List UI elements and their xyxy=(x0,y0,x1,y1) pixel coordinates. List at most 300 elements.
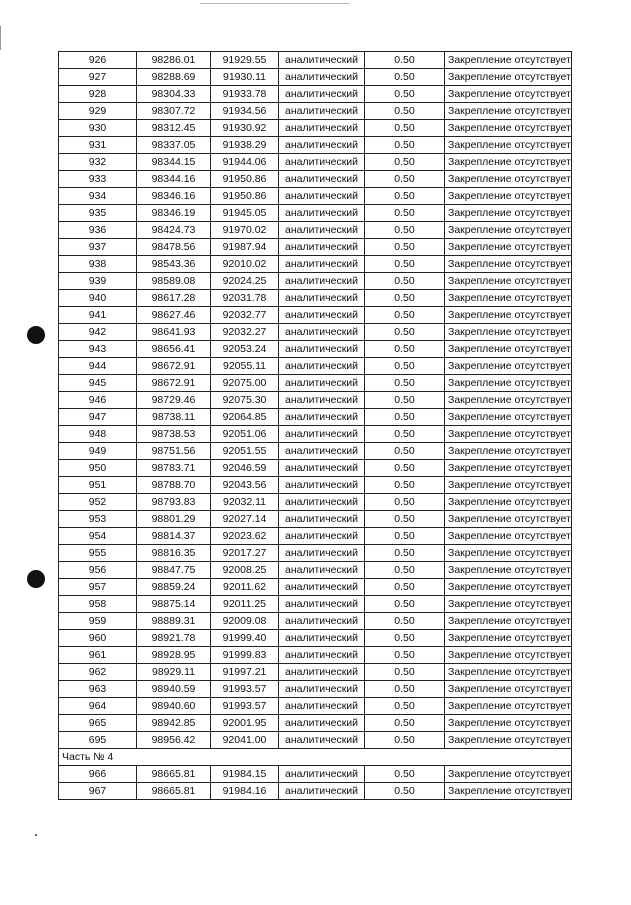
table-row xyxy=(59,426,572,443)
status-cell: Закрепление отсутствует xyxy=(445,239,572,256)
x-coordinate: 98940.60 xyxy=(137,698,211,715)
x-coordinate: 98729.46 xyxy=(137,392,211,409)
accuracy-cell: 0.50 xyxy=(365,409,445,426)
status-cell: Закрепление отсутствует xyxy=(445,562,572,579)
status-cell: Закрепление отсутствует xyxy=(445,426,572,443)
point-number: 940 xyxy=(59,290,137,307)
accuracy-cell: 0.50 xyxy=(365,171,445,188)
status-cell: Закрепление отсутствует xyxy=(445,205,572,222)
y-coordinate: 92064.85 xyxy=(211,409,279,426)
status-cell: Закрепление отсутствует xyxy=(445,307,572,324)
table-row xyxy=(59,409,572,426)
y-coordinate: 91987.94 xyxy=(211,239,279,256)
accuracy-cell: 0.50 xyxy=(365,698,445,715)
method-cell: аналитический xyxy=(279,188,365,205)
status-cell: Закрепление отсутствует xyxy=(445,630,572,647)
table-row xyxy=(59,783,572,800)
point-number: 945 xyxy=(59,375,137,392)
x-coordinate: 98928.95 xyxy=(137,647,211,664)
method-cell: аналитический xyxy=(279,52,365,69)
method-cell: аналитический xyxy=(279,477,365,494)
method-cell: аналитический xyxy=(279,69,365,86)
point-number: 958 xyxy=(59,596,137,613)
accuracy-cell: 0.50 xyxy=(365,477,445,494)
accuracy-cell: 0.50 xyxy=(365,545,445,562)
method-cell: аналитический xyxy=(279,86,365,103)
accuracy-cell: 0.50 xyxy=(365,494,445,511)
x-coordinate: 98738.53 xyxy=(137,426,211,443)
point-number: 932 xyxy=(59,154,137,171)
scan-mark-top xyxy=(200,3,350,4)
x-coordinate: 98665.81 xyxy=(137,766,211,783)
x-coordinate: 98889.31 xyxy=(137,613,211,630)
method-cell: аналитический xyxy=(279,613,365,630)
table-row xyxy=(59,443,572,460)
x-coordinate: 98751.56 xyxy=(137,443,211,460)
status-cell: Закрепление отсутствует xyxy=(445,783,572,800)
section-row xyxy=(59,749,572,766)
accuracy-cell: 0.50 xyxy=(365,341,445,358)
accuracy-cell: 0.50 xyxy=(365,188,445,205)
y-coordinate: 91930.11 xyxy=(211,69,279,86)
method-cell: аналитический xyxy=(279,273,365,290)
accuracy-cell: 0.50 xyxy=(365,511,445,528)
point-number: 951 xyxy=(59,477,137,494)
status-cell: Закрепление отсутствует xyxy=(445,358,572,375)
y-coordinate: 92001.95 xyxy=(211,715,279,732)
accuracy-cell: 0.50 xyxy=(365,290,445,307)
method-cell: аналитический xyxy=(279,494,365,511)
method-cell: аналитический xyxy=(279,732,365,749)
accuracy-cell: 0.50 xyxy=(365,103,445,120)
accuracy-cell: 0.50 xyxy=(365,443,445,460)
x-coordinate: 98288.69 xyxy=(137,69,211,86)
y-coordinate: 92032.27 xyxy=(211,324,279,341)
table-row xyxy=(59,664,572,681)
table-row xyxy=(59,222,572,239)
table-row xyxy=(59,324,572,341)
method-cell: аналитический xyxy=(279,307,365,324)
accuracy-cell: 0.50 xyxy=(365,664,445,681)
point-number: 960 xyxy=(59,630,137,647)
x-coordinate: 98672.91 xyxy=(137,375,211,392)
table-row xyxy=(59,562,572,579)
x-coordinate: 98656.41 xyxy=(137,341,211,358)
accuracy-cell: 0.50 xyxy=(365,681,445,698)
point-number: 947 xyxy=(59,409,137,426)
method-cell: аналитический xyxy=(279,205,365,222)
point-number: 935 xyxy=(59,205,137,222)
status-cell: Закрепление отсутствует xyxy=(445,324,572,341)
table-row xyxy=(59,511,572,528)
table-row xyxy=(59,579,572,596)
point-number: 949 xyxy=(59,443,137,460)
y-coordinate: 92075.30 xyxy=(211,392,279,409)
method-cell: аналитический xyxy=(279,647,365,664)
table-row xyxy=(59,613,572,630)
point-number: 934 xyxy=(59,188,137,205)
point-number: 964 xyxy=(59,698,137,715)
table-row xyxy=(59,477,572,494)
status-cell: Закрепление отсутствует xyxy=(445,409,572,426)
status-cell: Закрепление отсутствует xyxy=(445,52,572,69)
accuracy-cell: 0.50 xyxy=(365,426,445,443)
point-number: 936 xyxy=(59,222,137,239)
method-cell: аналитический xyxy=(279,137,365,154)
y-coordinate: 91999.40 xyxy=(211,630,279,647)
status-cell: Закрепление отсутствует xyxy=(445,171,572,188)
table-row xyxy=(59,137,572,154)
y-coordinate: 91929.55 xyxy=(211,52,279,69)
table-row xyxy=(59,732,572,749)
status-cell: Закрепление отсутствует xyxy=(445,647,572,664)
status-cell: Закрепление отсутствует xyxy=(445,766,572,783)
table-row xyxy=(59,69,572,86)
x-coordinate: 98956.42 xyxy=(137,732,211,749)
table-row xyxy=(59,52,572,69)
accuracy-cell: 0.50 xyxy=(365,783,445,800)
method-cell: аналитический xyxy=(279,341,365,358)
x-coordinate: 98859.24 xyxy=(137,579,211,596)
y-coordinate: 91970.02 xyxy=(211,222,279,239)
point-number: 928 xyxy=(59,86,137,103)
x-coordinate: 98617.28 xyxy=(137,290,211,307)
x-coordinate: 98847.75 xyxy=(137,562,211,579)
point-number: 952 xyxy=(59,494,137,511)
accuracy-cell: 0.50 xyxy=(365,52,445,69)
accuracy-cell: 0.50 xyxy=(365,562,445,579)
point-number: 962 xyxy=(59,664,137,681)
point-number: 942 xyxy=(59,324,137,341)
accuracy-cell: 0.50 xyxy=(365,528,445,545)
method-cell: аналитический xyxy=(279,443,365,460)
point-number: 933 xyxy=(59,171,137,188)
table-row xyxy=(59,120,572,137)
point-number: 938 xyxy=(59,256,137,273)
status-cell: Закрепление отсутствует xyxy=(445,664,572,681)
y-coordinate: 92010.02 xyxy=(211,256,279,273)
table-row xyxy=(59,290,572,307)
table-row xyxy=(59,596,572,613)
status-cell: Закрепление отсутствует xyxy=(445,698,572,715)
table-row xyxy=(59,715,572,732)
x-coordinate: 98543.36 xyxy=(137,256,211,273)
point-number: 959 xyxy=(59,613,137,630)
method-cell: аналитический xyxy=(279,681,365,698)
table-row xyxy=(59,630,572,647)
method-cell: аналитический xyxy=(279,171,365,188)
accuracy-cell: 0.50 xyxy=(365,154,445,171)
y-coordinate: 91984.16 xyxy=(211,783,279,800)
y-coordinate: 92027.14 xyxy=(211,511,279,528)
x-coordinate: 98793.83 xyxy=(137,494,211,511)
accuracy-cell: 0.50 xyxy=(365,86,445,103)
status-cell: Закрепление отсутствует xyxy=(445,188,572,205)
y-coordinate: 91933.78 xyxy=(211,86,279,103)
y-coordinate: 92032.11 xyxy=(211,494,279,511)
accuracy-cell: 0.50 xyxy=(365,392,445,409)
table-row xyxy=(59,188,572,205)
status-cell: Закрепление отсутствует xyxy=(445,375,572,392)
point-number: 948 xyxy=(59,426,137,443)
y-coordinate: 92017.27 xyxy=(211,545,279,562)
table-row xyxy=(59,358,572,375)
method-cell: аналитический xyxy=(279,766,365,783)
y-coordinate: 92051.55 xyxy=(211,443,279,460)
y-coordinate: 92053.24 xyxy=(211,341,279,358)
table-row xyxy=(59,171,572,188)
punch-hole-upper xyxy=(27,326,45,344)
y-coordinate: 91950.86 xyxy=(211,188,279,205)
table-row xyxy=(59,239,572,256)
point-number: 965 xyxy=(59,715,137,732)
status-cell: Закрепление отсутствует xyxy=(445,715,572,732)
point-number: 953 xyxy=(59,511,137,528)
y-coordinate: 91997.21 xyxy=(211,664,279,681)
x-coordinate: 98307.72 xyxy=(137,103,211,120)
x-coordinate: 98665.81 xyxy=(137,783,211,800)
status-cell: Закрепление отсутствует xyxy=(445,290,572,307)
accuracy-cell: 0.50 xyxy=(365,375,445,392)
point-number: 931 xyxy=(59,137,137,154)
x-coordinate: 98672.91 xyxy=(137,358,211,375)
accuracy-cell: 0.50 xyxy=(365,579,445,596)
status-cell: Закрепление отсутствует xyxy=(445,545,572,562)
status-cell: Закрепление отсутствует xyxy=(445,256,572,273)
accuracy-cell: 0.50 xyxy=(365,307,445,324)
x-coordinate: 98641.93 xyxy=(137,324,211,341)
point-number: 939 xyxy=(59,273,137,290)
method-cell: аналитический xyxy=(279,290,365,307)
method-cell: аналитический xyxy=(279,715,365,732)
status-cell: Закрепление отсутствует xyxy=(445,443,572,460)
accuracy-cell: 0.50 xyxy=(365,732,445,749)
y-coordinate: 91945.05 xyxy=(211,205,279,222)
point-number: 927 xyxy=(59,69,137,86)
status-cell: Закрепление отсутствует xyxy=(445,494,572,511)
y-coordinate: 92055.11 xyxy=(211,358,279,375)
method-cell: аналитический xyxy=(279,154,365,171)
accuracy-cell: 0.50 xyxy=(365,69,445,86)
y-coordinate: 91993.57 xyxy=(211,681,279,698)
x-coordinate: 98346.19 xyxy=(137,205,211,222)
status-cell: Закрепление отсутствует xyxy=(445,86,572,103)
point-number: 926 xyxy=(59,52,137,69)
y-coordinate: 92024.25 xyxy=(211,273,279,290)
y-coordinate: 92051.06 xyxy=(211,426,279,443)
method-cell: аналитический xyxy=(279,545,365,562)
method-cell: аналитический xyxy=(279,324,365,341)
table-row xyxy=(59,307,572,324)
scan-speck xyxy=(35,834,37,836)
status-cell: Закрепление отсутствует xyxy=(445,681,572,698)
x-coordinate: 98929.11 xyxy=(137,664,211,681)
table-row xyxy=(59,460,572,477)
y-coordinate: 91984.15 xyxy=(211,766,279,783)
x-coordinate: 98940.59 xyxy=(137,681,211,698)
y-coordinate: 91938.29 xyxy=(211,137,279,154)
point-number: 930 xyxy=(59,120,137,137)
accuracy-cell: 0.50 xyxy=(365,766,445,783)
x-coordinate: 98783.71 xyxy=(137,460,211,477)
accuracy-cell: 0.50 xyxy=(365,120,445,137)
y-coordinate: 92031.78 xyxy=(211,290,279,307)
method-cell: аналитический xyxy=(279,392,365,409)
accuracy-cell: 0.50 xyxy=(365,256,445,273)
point-number: 929 xyxy=(59,103,137,120)
point-number: 944 xyxy=(59,358,137,375)
accuracy-cell: 0.50 xyxy=(365,596,445,613)
accuracy-cell: 0.50 xyxy=(365,630,445,647)
method-cell: аналитический xyxy=(279,630,365,647)
status-cell: Закрепление отсутствует xyxy=(445,528,572,545)
punch-hole-lower xyxy=(27,570,45,588)
y-coordinate: 92041.00 xyxy=(211,732,279,749)
method-cell: аналитический xyxy=(279,698,365,715)
accuracy-cell: 0.50 xyxy=(365,239,445,256)
status-cell: Закрепление отсутствует xyxy=(445,273,572,290)
method-cell: аналитический xyxy=(279,596,365,613)
table-row xyxy=(59,341,572,358)
method-cell: аналитический xyxy=(279,562,365,579)
x-coordinate: 98814.37 xyxy=(137,528,211,545)
method-cell: аналитический xyxy=(279,426,365,443)
y-coordinate: 92043.56 xyxy=(211,477,279,494)
point-number: 937 xyxy=(59,239,137,256)
x-coordinate: 98627.46 xyxy=(137,307,211,324)
table-row xyxy=(59,528,572,545)
point-number: 954 xyxy=(59,528,137,545)
point-number: 957 xyxy=(59,579,137,596)
y-coordinate: 92023.62 xyxy=(211,528,279,545)
status-cell: Закрепление отсутствует xyxy=(445,596,572,613)
table-row xyxy=(59,154,572,171)
point-number: 695 xyxy=(59,732,137,749)
status-cell: Закрепление отсутствует xyxy=(445,460,572,477)
method-cell: аналитический xyxy=(279,256,365,273)
method-cell: аналитический xyxy=(279,120,365,137)
accuracy-cell: 0.50 xyxy=(365,324,445,341)
x-coordinate: 98875.14 xyxy=(137,596,211,613)
table-row xyxy=(59,256,572,273)
table-row xyxy=(59,392,572,409)
method-cell: аналитический xyxy=(279,511,365,528)
table-row xyxy=(59,205,572,222)
method-cell: аналитический xyxy=(279,358,365,375)
status-cell: Закрепление отсутствует xyxy=(445,613,572,630)
x-coordinate: 98344.15 xyxy=(137,154,211,171)
method-cell: аналитический xyxy=(279,375,365,392)
method-cell: аналитический xyxy=(279,528,365,545)
table-row xyxy=(59,494,572,511)
x-coordinate: 98424.73 xyxy=(137,222,211,239)
x-coordinate: 98304.33 xyxy=(137,86,211,103)
method-cell: аналитический xyxy=(279,239,365,256)
table-row xyxy=(59,698,572,715)
y-coordinate: 91930.92 xyxy=(211,120,279,137)
y-coordinate: 91999.83 xyxy=(211,647,279,664)
status-cell: Закрепление отсутствует xyxy=(445,732,572,749)
point-number: 955 xyxy=(59,545,137,562)
accuracy-cell: 0.50 xyxy=(365,613,445,630)
x-coordinate: 98942.85 xyxy=(137,715,211,732)
table-row xyxy=(59,375,572,392)
accuracy-cell: 0.50 xyxy=(365,715,445,732)
accuracy-cell: 0.50 xyxy=(365,137,445,154)
x-coordinate: 98921.78 xyxy=(137,630,211,647)
x-coordinate: 98312.45 xyxy=(137,120,211,137)
method-cell: аналитический xyxy=(279,579,365,596)
table-row xyxy=(59,681,572,698)
x-coordinate: 98816.35 xyxy=(137,545,211,562)
accuracy-cell: 0.50 xyxy=(365,222,445,239)
point-number: 941 xyxy=(59,307,137,324)
point-number: 950 xyxy=(59,460,137,477)
y-coordinate: 92011.62 xyxy=(211,579,279,596)
y-coordinate: 91944.06 xyxy=(211,154,279,171)
method-cell: аналитический xyxy=(279,460,365,477)
x-coordinate: 98286.01 xyxy=(137,52,211,69)
x-coordinate: 98589.08 xyxy=(137,273,211,290)
status-cell: Закрепление отсутствует xyxy=(445,120,572,137)
accuracy-cell: 0.50 xyxy=(365,273,445,290)
x-coordinate: 98344.16 xyxy=(137,171,211,188)
y-coordinate: 92009.08 xyxy=(211,613,279,630)
status-cell: Закрепление отсутствует xyxy=(445,222,572,239)
y-coordinate: 91950.86 xyxy=(211,171,279,188)
point-number: 946 xyxy=(59,392,137,409)
table-row xyxy=(59,766,572,783)
y-coordinate: 91934.56 xyxy=(211,103,279,120)
status-cell: Закрепление отсутствует xyxy=(445,341,572,358)
x-coordinate: 98346.16 xyxy=(137,188,211,205)
table-row xyxy=(59,273,572,290)
status-cell: Закрепление отсутствует xyxy=(445,69,572,86)
method-cell: аналитический xyxy=(279,409,365,426)
y-coordinate: 92032.77 xyxy=(211,307,279,324)
status-cell: Закрепление отсутствует xyxy=(445,392,572,409)
point-number: 967 xyxy=(59,783,137,800)
y-coordinate: 92011.25 xyxy=(211,596,279,613)
method-cell: аналитический xyxy=(279,103,365,120)
point-number: 943 xyxy=(59,341,137,358)
accuracy-cell: 0.50 xyxy=(365,647,445,664)
method-cell: аналитический xyxy=(279,664,365,681)
status-cell: Закрепление отсутствует xyxy=(445,477,572,494)
method-cell: аналитический xyxy=(279,783,365,800)
x-coordinate: 98478.56 xyxy=(137,239,211,256)
point-number: 966 xyxy=(59,766,137,783)
status-cell: Закрепление отсутствует xyxy=(445,154,572,171)
status-cell: Закрепление отсутствует xyxy=(445,579,572,596)
status-cell: Закрепление отсутствует xyxy=(445,103,572,120)
method-cell: аналитический xyxy=(279,222,365,239)
coordinates-table xyxy=(58,51,572,800)
point-number: 956 xyxy=(59,562,137,579)
y-coordinate: 92008.25 xyxy=(211,562,279,579)
accuracy-cell: 0.50 xyxy=(365,460,445,477)
point-number: 963 xyxy=(59,681,137,698)
y-coordinate: 92046.59 xyxy=(211,460,279,477)
x-coordinate: 98738.11 xyxy=(137,409,211,426)
table-row xyxy=(59,647,572,664)
table-row xyxy=(59,86,572,103)
y-coordinate: 91993.57 xyxy=(211,698,279,715)
status-cell: Закрепление отсутствует xyxy=(445,137,572,154)
x-coordinate: 98801.29 xyxy=(137,511,211,528)
table-row xyxy=(59,103,572,120)
point-number: 961 xyxy=(59,647,137,664)
